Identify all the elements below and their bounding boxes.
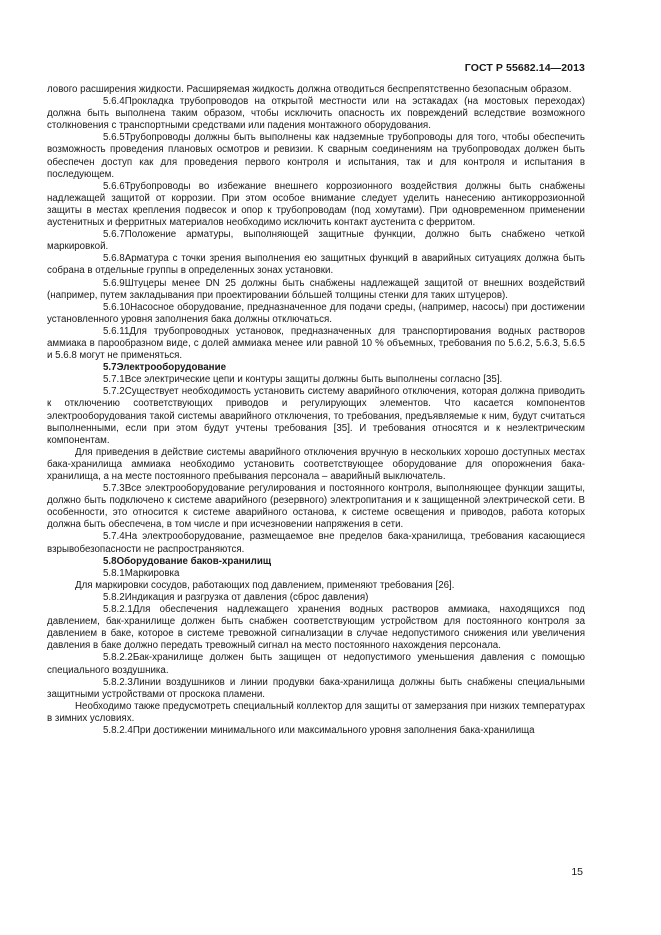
clause-5-6-5 [47, 132, 585, 180]
paragraph [47, 447, 585, 483]
clause-5-6-11 [47, 326, 585, 362]
clause-text: Штуцеры менее DN 25 должны быть снабжены надлежащей защитой от внешних воздействий (например, путем закладывания при проектировании бо́льшей толщины стенки для таких штуцеров). [47, 277, 585, 301]
document-body [47, 84, 585, 737]
clause-text: Все электрические цепи и контуры защиты должны быть выполнены согласно [35]. [124, 374, 503, 386]
clause-5-8-2-3 [47, 677, 585, 701]
clause-text: Прокладка трубопроводов на открытой местности или на эстакадах (на мостовых переходах) должна быть выполнена таким образом, чтобы исключить опасность их повреждений вследствие возможного столкновения с транспортными средствами или падения монтажного оборудования. [47, 96, 585, 132]
clause-number: 5.6.5 [103, 132, 125, 144]
clause-text: Необходимо также предусмотреть специальный коллектор для защиты от замерзания при низких температурах в зимних условиях. [47, 700, 585, 724]
clause-5-8-1 [47, 568, 585, 580]
clause-text: Линии воздушников и линии продувки бака-хранилища должны быть снабжены специальными защитными устройствами от проскока пламени. [47, 676, 585, 700]
clause-5-7 [47, 362, 585, 374]
clause-5-6-4 [47, 96, 585, 132]
clause-text: Оборудование баков-хранилищ [116, 555, 272, 567]
clause-number: 5.6.9 [103, 277, 125, 289]
clause-5-6-6 [47, 181, 585, 229]
clause-5-8-2-1 [47, 604, 585, 652]
clause-5-6-10 [47, 302, 585, 326]
clause-text: Все электрооборудование регулирования и постоянного контроля, выполняющее функции защиты, должно быть подключено к системе аварийного (резервного) электропитания и к защищенной электрической сети. В особенности, это относится к системе аварийного останова, к системе освещения и приводов, работа которых должна быть обеспечена, в том числе и при исчезновении напряжения в сети. [47, 483, 585, 531]
clause-5-7-3 [47, 483, 585, 531]
clause-text: Для приведения в действие системы аварийного отключения вручную в нескольких хорошо доступных местах бака-хранилища аммиака необходимо установить соответствующее оборудование для опорожнения бака-хранилища, а на месте постоянного пребывания персонала – аварийный выключатель. [47, 446, 585, 482]
clause-number: 5.8.2.1 [103, 604, 133, 616]
clause-5-6-8 [47, 253, 585, 277]
clause-text: На электрооборудование, размещаемое вне пределов бака-хранилища, требования касающиеся взрывобезопасности не распространяются. [47, 531, 585, 555]
clause-5-7-2 [47, 386, 585, 446]
clause-5-8-2-4 [47, 725, 585, 737]
clause-5-6-7 [47, 229, 585, 253]
clause-number: 5.7.4 [103, 531, 125, 543]
clause-5-8-2-2 [47, 652, 585, 676]
clause-5-8 [47, 556, 585, 568]
page-number: 15 [571, 866, 583, 878]
clause-number: 5.8 [103, 555, 117, 567]
clause-text: Трубопроводы во избежание внешнего коррозионного воздействия должны быть снабжены надлежащей защитой от коррозии. При этом особое внимание следует уделить нанесению антикоррозионной защиты в местах крепления подвесок и опор к трубопроводам (под хомутами). При одновременном применении аустенитных и ферритных материалов необходимо исключить контакт аустенита с ферритом. [47, 180, 585, 229]
clause-text: Электрооборудование [116, 362, 226, 374]
clause-number: 5.6.11 [103, 325, 130, 337]
clause-text: Индикация и разгрузка от давления (сброс давления) [124, 591, 369, 603]
clause-number: 5.6.7 [103, 229, 125, 241]
clause-text: Существует необходимость установить систему аварийного отключения, которая должна приводить к отключению соответствующих приводов и регулирующих элементов. Что касается компонентов электрооборудования такой системы аварийного отключения, то требования, предъявляемые к ним, будут считаться выполненными, если при этом будут учтены требования [35]. И требования относятся и к неэлектрическим компонентам. [47, 386, 585, 446]
clause-text: Для маркировки сосудов, работающих под давлением, применяют требования [26]. [75, 579, 455, 591]
paragraph [47, 84, 585, 96]
clause-5-8-2 [47, 592, 585, 604]
clause-number: 5.6.6 [103, 180, 125, 192]
clause-number: 5.8.2.2 [103, 652, 133, 664]
clause-text: Положение арматуры, выполняющей защитные функции, должно быть снабжено четкой маркировкой. [47, 229, 585, 253]
clause-5-7-1 [47, 374, 585, 386]
clause-number: 5.6.8 [103, 253, 125, 265]
clause-5-6-9 [47, 278, 585, 302]
clause-5-7-4 [47, 531, 585, 555]
clause-text: Для обеспечения надлежащего хранения водных растворов аммиака, находящихся под давлением, бак-хранилище должен быть снабжен соответствующим устройством для постоянного контроля за давлением в баке, которое в системе тревожной сигнализации в случае недопустимого снижения или увеличения давления в баке должно передать тревожный сигнал на место постоянного нахождения персонала. [47, 604, 585, 652]
clause-text: лового расширения жидкости. Расширяемая жидкость должна отводиться беспрепятственно безопасным образом. [47, 84, 572, 95]
clause-text: Бак-хранилище должен быть защищен от недопустимого уменьшения давления с помощью специального воздушника. [47, 652, 585, 676]
document-code-header: ГОСТ Р 55682.14—2013 [464, 62, 585, 74]
clause-number: 5.8.1 [103, 567, 125, 579]
clause-text: Арматура с точки зрения выполнения ею защитных функций в аварийных ситуациях должна быть собрана в отдельные группы в определенных зонах установки. [47, 253, 585, 277]
clause-number: 5.8.2.3 [103, 676, 133, 688]
clause-number: 5.8.2.4 [103, 724, 133, 736]
paragraph [47, 701, 585, 725]
clause-number: 5.7.1 [103, 374, 125, 386]
clause-text: При достижении минимального или максимального уровня заполнения бака-хранилища [132, 724, 535, 736]
clause-number: 5.6.4 [103, 96, 125, 108]
clause-text: Для трубопроводных установок, предназначенных для транспортирования водных растворов аммиака в парообразном виде, с долей аммиака менее или равной 10 % объемных, требования по 5.6.2, 5.6.3, 5.6.5 и 5.6.8 могут не применяться. [47, 325, 585, 362]
clause-text: Насосное оборудование, предназначенное для подачи среды, (например, насосы) при достижении установленного уровня заполнения бака должны отключаться. [47, 301, 585, 325]
clause-number: 5.7 [103, 362, 117, 374]
clause-number: 5.7.3 [103, 483, 125, 495]
clause-number: 5.7.2 [103, 386, 125, 398]
clause-number: 5.6.10 [103, 301, 131, 313]
clause-number: 5.8.2 [103, 591, 125, 603]
paragraph [47, 580, 585, 592]
clause-text: Маркировка [124, 567, 180, 579]
clause-text: Трубопроводы должны быть выполнены как надземные трубопроводы для того, чтобы обеспечить возможность проведения плановых осмотров и ревизии. К сварным соединениям на трубопроводах должен быть обеспечен доступ как для проведения первого контроля и испытания, так и для контроля и испытания в последующем. [47, 132, 585, 180]
